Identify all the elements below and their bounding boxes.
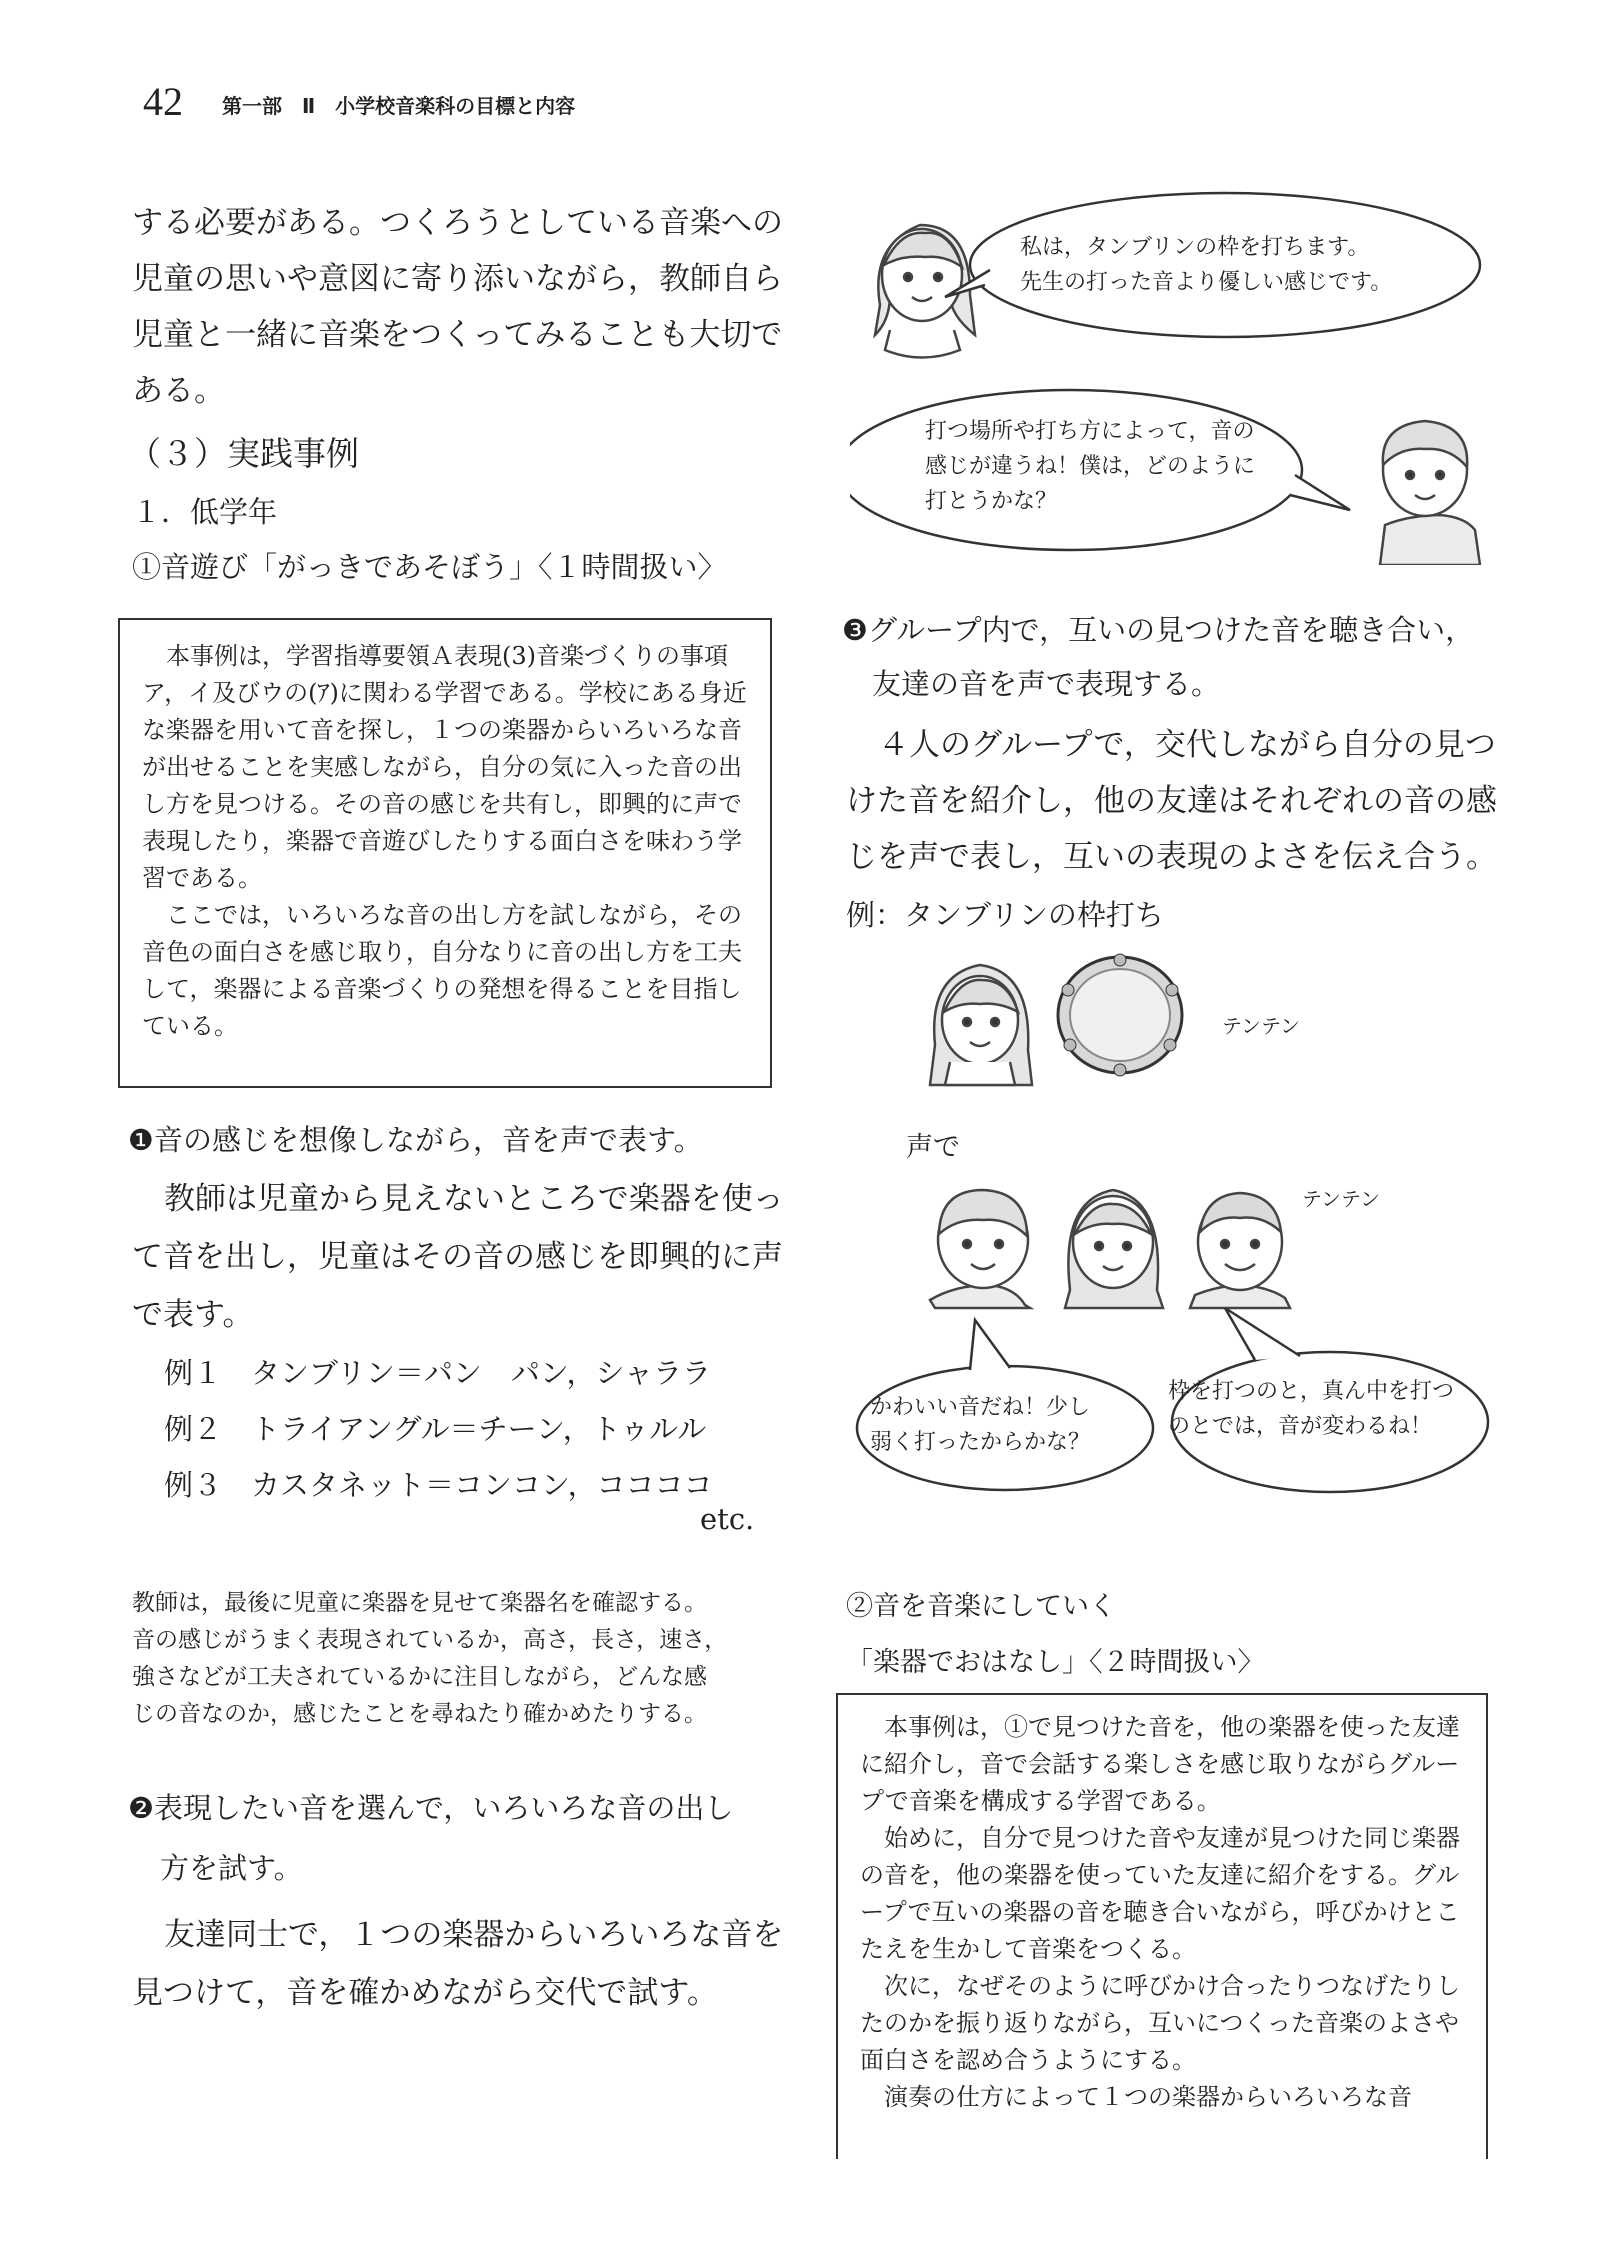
note-line: 強さなどが工夫されているかに注目しながら，どんな感 (132, 1664, 707, 1690)
step2-line: 見つけて，音を確かめながら交代で試す。 (132, 1975, 718, 2011)
lesson2-subtitle: 「楽器でおはなし」〈２時間扱い〉 (846, 1647, 1265, 1678)
step1-line: で表す。 (132, 1297, 254, 1333)
child-figure-2 (1065, 1190, 1163, 1308)
bubble3-line: 弱く打ったからかな？ (870, 1430, 1091, 1455)
bubble4-line: 枠を打つのと，真ん中を打つ (1168, 1379, 1455, 1404)
bubble2-text (925, 414, 1255, 519)
intro-line: ある。 (132, 373, 225, 409)
step1-line: 教師は児童から見えないところで楽器を使っ (164, 1181, 784, 1217)
note-line: 音の感じがうまく表現されているか，高さ，長さ，速さ， (132, 1627, 728, 1653)
step1-heading: ❶音の感じを想像しながら，音を声で表す。 (128, 1123, 703, 1157)
tenten-label-1: テンテン (1222, 1014, 1300, 1038)
box2-paragraph: 始めに，自分で見つけた音や友達が見つけた同じ楽器の音を，他の楽器を使っていた友達に紹介をする。グループで互いの楽器の音を聴き合いながら，呼びかけとこたえを生かして音楽をつくる。 (860, 1824, 1460, 1963)
bubble1-text (1020, 230, 1392, 300)
lesson1-summary-box (118, 618, 772, 1088)
teacher-note (132, 1585, 727, 1733)
koe-de-label: 声で (906, 1132, 960, 1163)
example-label: 例：タンブリンの枠打ち (846, 898, 1164, 932)
child-figure-3 (1190, 1193, 1290, 1308)
section-heading: （３）実践事例 (128, 434, 359, 473)
page-number: 42 (143, 79, 183, 124)
step3-heading-cont: 友達の音を声で表現する。 (872, 667, 1221, 701)
bubble2-line: 感じが違うね！僕は，どのように (925, 454, 1256, 479)
lesson2-title: ②音を音楽にしていく (846, 1591, 1116, 1622)
example-line: 例２ トライアングル＝チーン，トゥルル (164, 1412, 707, 1446)
child-figure-1 (930, 1190, 1030, 1308)
box2-paragraph: 次に，なぜそのように呼びかけ合ったりつなげたりしたのかを振り返りながら，互いにつくった音楽のよさや面白さを認め合うようにする。 (860, 1972, 1460, 2074)
intro-line: 児童と一緒に音楽をつくってみることも大切で (132, 317, 783, 353)
lesson2-summary-box (836, 1693, 1488, 2159)
step2-line: 友達同士で，１つの楽器からいろいろな音を (164, 1917, 784, 1953)
note-line: 教師は，最後に児童に楽器を見せて楽器名を確認する。 (132, 1590, 707, 1616)
example-line: 例３ カスタネット＝コンコン，ココココ (164, 1468, 713, 1502)
step3-line: ４人のグループで，交代しながら自分の見つ (878, 727, 1496, 763)
box1-paragraph: 本事例は，学習指導要領Ａ表現(3)音楽づくりの事項ア，イ及びウの(ｱ)に関わる学習である。学校にある身近な楽器を用いて音を探し，１つの楽器からいろいろな音が出せることを実感しながら，自分の気に入った音の出し方を見つける。その音の感じを共有し，即興的に声で表現したり，楽器で音遊びしたりする面白さを味わう学習である。 (142, 642, 747, 892)
lesson1-title: ①音遊び「がっきであそぼう」〈１時間扱い〉 (132, 550, 727, 584)
bubble1-line: 先生の打った音より優しい感じです。 (1020, 270, 1393, 295)
bubble3-line: かわいい音だね！少し (870, 1395, 1091, 1420)
running-header: 第一部 Ⅱ 小学校音楽科の目標と内容 (222, 94, 576, 118)
bubble1-line: 私は，タンブリンの枠を打ちます。 (1020, 235, 1370, 260)
bubble2-line: 打つ場所や打ち方によって，音の (925, 419, 1255, 444)
example-line: 例１ タンブリン＝パン パン，シャララ (164, 1356, 711, 1390)
box2-paragraph: 本事例は，①で見つけた音を，他の楽器を使った友達に紹介し，音で会話する楽しさを感じ取りながらグループで音楽を構成する学習である。 (860, 1713, 1460, 1815)
etc-text: etc. (700, 1502, 755, 1536)
intro-line: 児童の思いや意図に寄り添いながら，教師自ら (132, 261, 783, 297)
bubble2-line: 打とうかな？ (925, 489, 1058, 514)
step1-line: て音を出し，児童はその音の感じを即興的に声 (132, 1239, 783, 1275)
step3-line: けた音を紹介し，他の友達はそれぞれの音の感 (846, 783, 1497, 819)
step3-line: じを声で表し，互いの表現のよさを伝え合う。 (846, 839, 1497, 875)
intro-line: する必要がある。つくろうとしている音楽への (132, 205, 783, 241)
tenten-label-2: テンテン (1302, 1187, 1380, 1211)
bubble4-line: のとでは，音が変わるね！ (1168, 1414, 1433, 1439)
box2-paragraph: 演奏の仕方によって１つの楽器からいろいろな音 (884, 2083, 1412, 2111)
girl-figure (930, 965, 1032, 1085)
bubble4-text (1168, 1374, 1454, 1444)
note-line: じの音なのか，感じたことを尋ねたり確かめたりする。 (132, 1701, 707, 1727)
boy-figure (1380, 421, 1480, 565)
step3-heading: ❸グループ内で，互いの見つけた音を聴き合い， (842, 613, 1475, 647)
tambourine-illustration (920, 950, 1220, 1090)
grade-heading: １．低学年 (132, 495, 278, 529)
step2-heading-cont: 方を試す。 (160, 1851, 303, 1885)
tambourine-icon (1058, 954, 1182, 1076)
box1-paragraph: ここでは，いろいろな音の出し方を試しながら，その音色の面白さを感じ取り，自分なりに音の出し方を工夫して，楽器による音楽づくりの発想を得ることを目指している。 (142, 901, 742, 1040)
step2-heading: ❷表現したい音を選んで，いろいろな音の出し (128, 1791, 734, 1825)
bubble3-text (870, 1390, 1090, 1460)
